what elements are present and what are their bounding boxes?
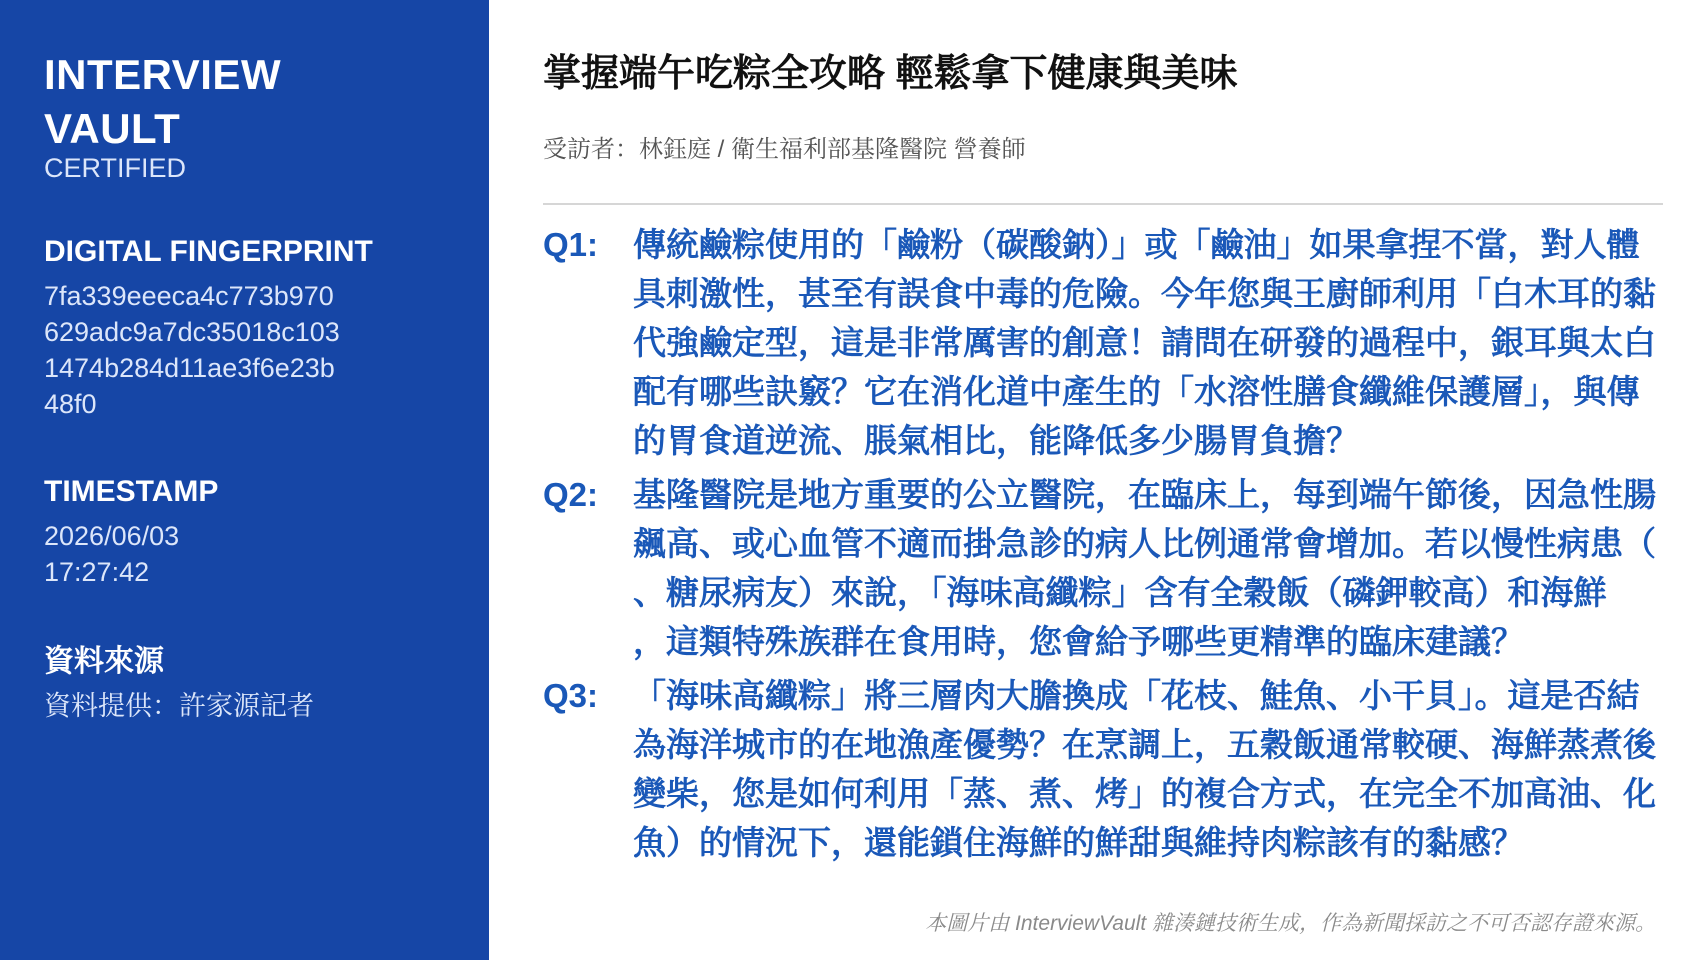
question-line: 配有哪些訣竅？它在消化道中產生的「水溶性膳食纖維保護層」，與傳 — [633, 373, 1640, 410]
main-content — [489, 0, 1706, 960]
fingerprint-heading: DIGITAL FINGERPRINT — [44, 235, 373, 268]
timestamp-section — [44, 474, 218, 590]
footer-note: 本圖片由 InterviewVault 雜湊鏈技術生成，作為新聞採訪之不可否認存證來源。 — [925, 912, 1656, 935]
source-section — [44, 644, 314, 724]
timestamp-value — [44, 518, 218, 590]
brand-line-1: INTERVIEW — [44, 51, 282, 98]
interviewee-line: 受訪者：林鈺庭 / 衛生福利部基隆醫院 營養師 — [543, 136, 1026, 163]
question-line: 傳統鹼粽使用的「鹼粉（碳酸鈉）」或「鹼油」如果拿捏不當，對人體 — [633, 226, 1640, 263]
question-line: 基隆醫院是地方重要的公立醫院，在臨床上，每到端午節後，因急性腸 — [633, 476, 1656, 513]
question-text — [633, 220, 1656, 465]
fingerprint-line: 48f0 — [44, 389, 97, 419]
question-line: 具刺激性，甚至有誤食中毒的危險。今年您與王廚師利用「白木耳的黏 — [633, 275, 1656, 312]
question-line: ，這類特殊族群在食用時，您會給予哪些更精準的臨床建議？ — [633, 623, 1524, 660]
fingerprint-line: 629adc9a7dc35018c103 — [44, 317, 340, 347]
timestamp-time: 17:27:42 — [44, 557, 150, 587]
fingerprint-line: 1474b284d11ae3f6e23b — [44, 353, 335, 383]
question-line: 為海洋城市的在地漁產優勢？在烹調上，五穀飯通常較硬、海鮮蒸煮後 — [633, 726, 1656, 763]
fingerprint-value — [44, 278, 373, 422]
question-line: 變柴，您是如何利用「蒸、煮、烤」的複合方式，在完全不加高油、化 — [633, 775, 1656, 812]
brand-subtitle: CERTIFIED — [44, 153, 187, 183]
page-title: 掌握端午吃粽全攻略 輕鬆拿下健康與美味 — [543, 53, 1238, 95]
question-text — [633, 671, 1656, 867]
question-item — [543, 470, 1656, 666]
question-line: 飆高、或心血管不適而掛急診的病人比例通常會增加。若以慢性病患（ — [633, 525, 1656, 562]
question-label: Q1: — [543, 226, 599, 263]
question-line: 「海味高纖粽」將三層肉大膽換成「花枝、鮭魚、小干貝」。這是否結 — [633, 677, 1640, 714]
timestamp-date: 2026/06/03 — [44, 521, 180, 551]
brand-title — [44, 48, 281, 156]
question-label: Q2: — [543, 476, 599, 513]
question-item — [543, 671, 1656, 867]
question-list — [543, 220, 1656, 872]
brand-line-2: VAULT — [44, 105, 181, 152]
source-heading: 資料來源 — [44, 645, 164, 678]
question-line: 魚）的情況下，還能鎖住海鮮的鮮甜與維持肉粽該有的黏感？ — [633, 824, 1524, 861]
question-label: Q3: — [543, 677, 599, 714]
question-text — [633, 470, 1656, 666]
sidebar — [0, 0, 489, 960]
fingerprint-line: 7fa339eeeca4c773b970 — [44, 281, 334, 311]
question-item — [543, 220, 1656, 465]
question-line: 、糖尿病友）來說，「海味高纖粽」含有全穀飯（磷鉀較高）和海鮮 — [633, 574, 1607, 611]
divider — [543, 203, 1663, 205]
question-line: 的胃食道逆流、脹氣相比，能降低多少腸胃負擔？ — [633, 422, 1359, 459]
timestamp-heading: TIMESTAMP — [44, 475, 219, 508]
question-line: 代強鹼定型，這是非常厲害的創意！請問在研發的過程中，銀耳與太白 — [633, 324, 1656, 361]
source-value: 資料提供：許家源記者 — [44, 691, 314, 721]
fingerprint-section — [44, 234, 373, 422]
